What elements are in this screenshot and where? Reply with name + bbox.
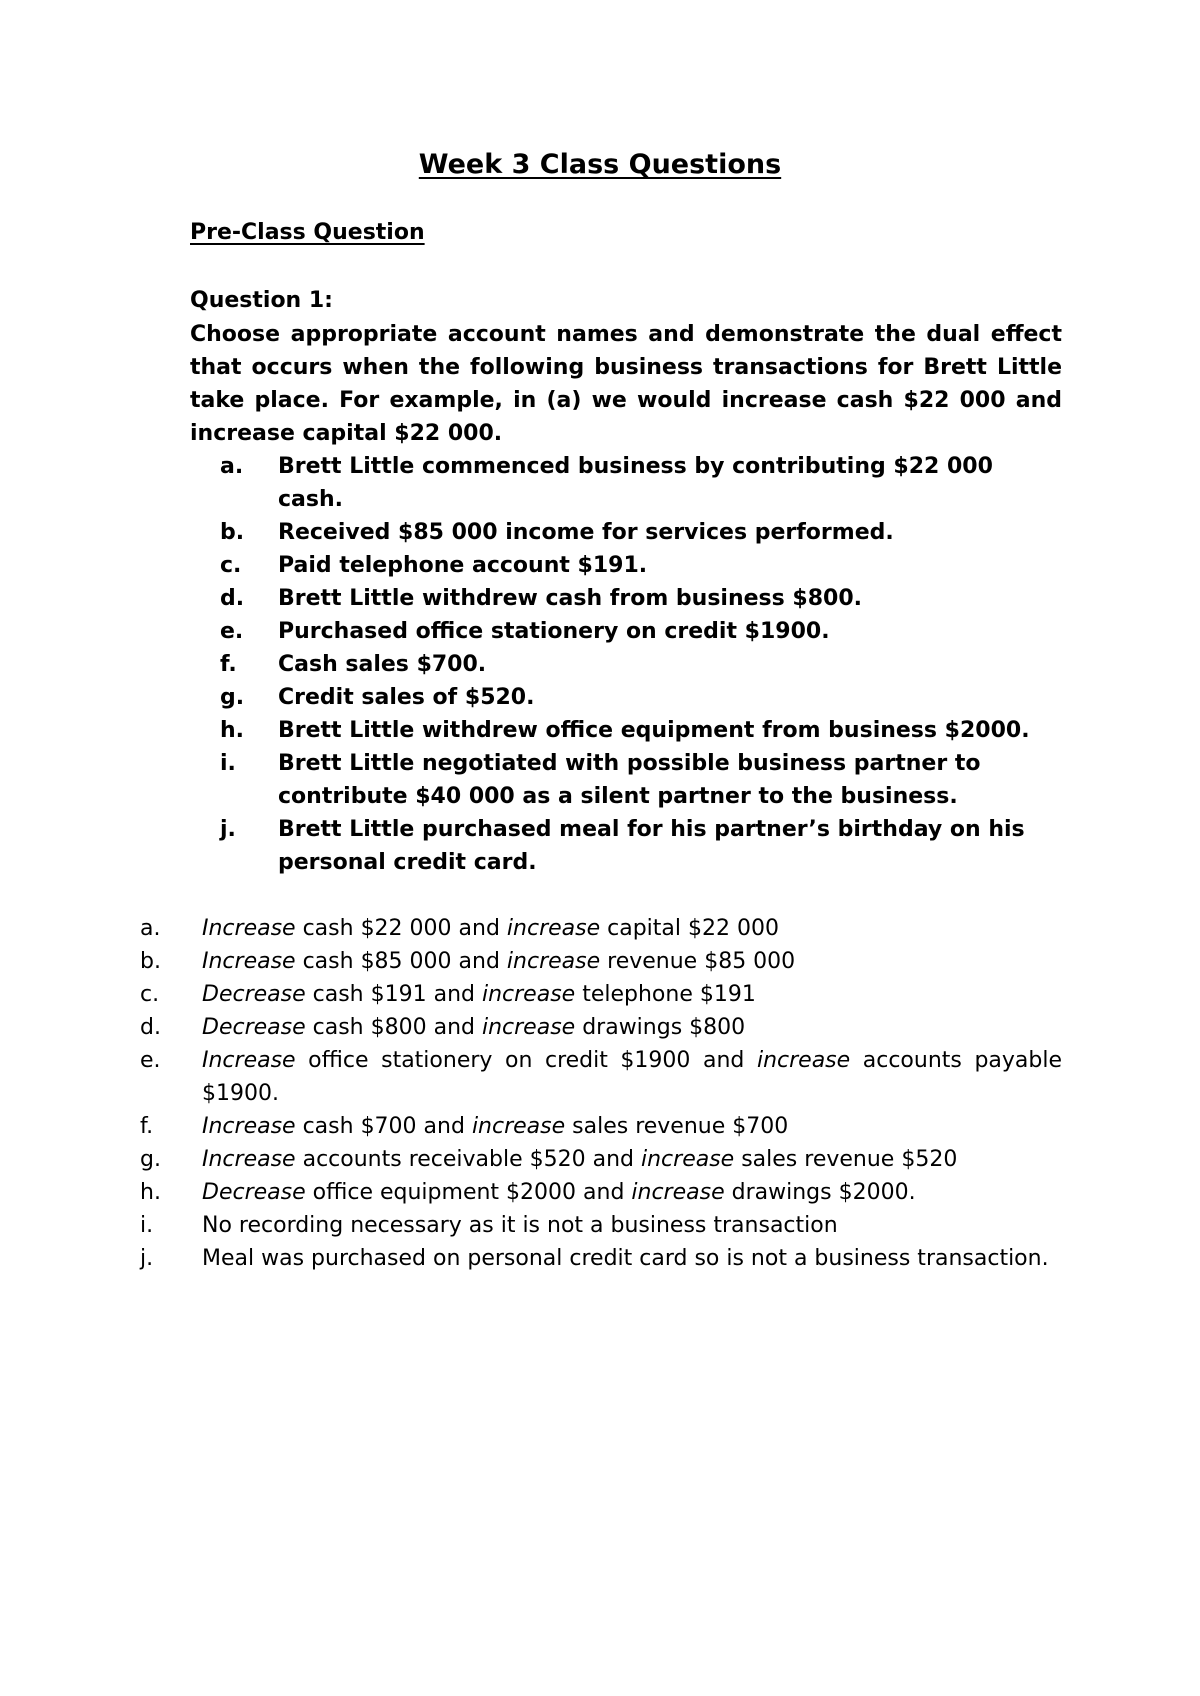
answer-verb: increase: [481, 1015, 576, 1040]
answer-verb: increase: [481, 982, 576, 1007]
list-text: Brett Little withdrew office equipment from business $2000.: [278, 718, 1030, 743]
answer-text: [202, 1044, 1062, 1110]
answer-verb: Decrease: [202, 982, 306, 1007]
answer-text: [202, 945, 1062, 978]
answer-verb: increase: [471, 1114, 566, 1139]
answer-clause: capital $22 000: [600, 916, 779, 941]
list-text: Paid telephone account $191.: [278, 553, 648, 578]
answer-letter: j.: [140, 1246, 154, 1271]
list-item: [190, 813, 1062, 879]
answer-clause: telephone $191: [575, 982, 756, 1007]
answer-verb: Increase: [202, 1114, 296, 1139]
list-letter: h.: [220, 718, 245, 743]
answer-verb: Decrease: [202, 1180, 306, 1205]
answer-text: [202, 1209, 1062, 1242]
answer-text: [202, 1143, 1062, 1176]
answer-clause: sales revenue $700: [565, 1114, 789, 1139]
answer-letter: c.: [140, 982, 160, 1007]
answer-letter: i.: [140, 1213, 154, 1238]
answer-clause: office stationery on credit $1900 and: [295, 1048, 757, 1073]
answer-clause: cash $85 000 and: [295, 949, 507, 974]
section-heading: Pre-Class Question: [190, 220, 425, 245]
transaction-list: [190, 450, 1062, 879]
list-item: [190, 648, 1062, 681]
list-text: Cash sales $700.: [278, 652, 487, 677]
list-letter: f.: [220, 652, 237, 677]
answer-item: [140, 1044, 1062, 1110]
list-item: [190, 516, 1062, 549]
list-item: [190, 549, 1062, 582]
answer-clause: revenue $85 000: [600, 949, 796, 974]
answer-text: [202, 1242, 1062, 1275]
list-text: Brett Little negotiated with possible business partner to contribute $40 000 as a silent partner to the business.: [278, 751, 981, 809]
list-text: Purchased office stationery on credit $1900.: [278, 619, 830, 644]
answer-verb: increase: [631, 1180, 725, 1205]
answer-text: [202, 912, 1062, 945]
answer-letter: g.: [140, 1147, 161, 1172]
list-item: [190, 681, 1062, 714]
answer-text: [202, 1011, 1062, 1044]
answer-text: [202, 978, 1062, 1011]
answer-verb: increase: [641, 1147, 735, 1172]
answer-text: [202, 1176, 1062, 1209]
list-text: Brett Little purchased meal for his partner’s birthday on his personal credit card.: [278, 817, 1025, 875]
answer-verb: Increase: [202, 1048, 296, 1073]
answer-letter: d.: [140, 1015, 161, 1040]
list-letter: a.: [220, 454, 244, 479]
answer-item: [140, 1242, 1062, 1275]
answer-clause: sales revenue $520: [734, 1147, 958, 1172]
list-letter: d.: [220, 586, 245, 611]
list-item: [190, 714, 1062, 747]
list-item: [190, 582, 1062, 615]
answer-verb: Decrease: [202, 1015, 306, 1040]
answer-item: [140, 1011, 1062, 1044]
answer-verb: increase: [506, 949, 601, 974]
answer-item: [140, 1110, 1062, 1143]
answer-clause: drawings $800: [575, 1015, 746, 1040]
list-letter: j.: [220, 817, 236, 842]
list-letter: c.: [220, 553, 242, 578]
list-text: Brett Little withdrew cash from business $800.: [278, 586, 862, 611]
list-text: Received $85 000 income for services performed.: [278, 520, 894, 545]
answer-item: [140, 1176, 1062, 1209]
answer-item: [140, 978, 1062, 1011]
answer-clause: cash $700 and: [295, 1114, 472, 1139]
answer-item: [140, 1209, 1062, 1242]
answer-letter: h.: [140, 1180, 161, 1205]
list-text: Brett Little commenced business by contributing $22 000 cash.: [278, 454, 993, 512]
answer-letter: b.: [140, 949, 161, 974]
list-letter: i.: [220, 751, 236, 776]
list-item: [190, 747, 1062, 813]
answer-verb: increase: [756, 1048, 851, 1073]
list-letter: e.: [220, 619, 244, 644]
list-item: [190, 615, 1062, 648]
question-text: Choose appropriate account names and demonstrate the dual effect that occurs when the following business transactions for Brett Little take place. For example, in (a) we would increase cash $22 000 and increase capital $22 000.: [190, 322, 1062, 446]
answer-clause: accounts receivable $520 and: [295, 1147, 641, 1172]
answer-clause: drawings $2000.: [724, 1180, 916, 1205]
answer-item: [140, 945, 1062, 978]
list-letter: g.: [220, 685, 245, 710]
answer-verb: increase: [506, 916, 601, 941]
answer-letter: e.: [140, 1048, 161, 1073]
answer-clause: accounts payable $1900.: [202, 1048, 1063, 1106]
answer-clause: No recording necessary as it is not a business transaction: [202, 1213, 838, 1238]
answer-item: [140, 1143, 1062, 1176]
list-letter: b.: [220, 520, 245, 545]
answer-letter: a.: [140, 916, 161, 941]
page-title: Week 3 Class Questions: [418, 149, 782, 180]
question-label: Question 1:: [190, 288, 333, 313]
answer-list: [140, 912, 1062, 1275]
list-item: [190, 450, 1062, 516]
answer-clause: Meal was purchased on personal credit card so is not a business transaction.: [202, 1246, 1049, 1271]
answer-verb: Increase: [202, 1147, 296, 1172]
list-text: Credit sales of $520.: [278, 685, 535, 710]
answer-letter: f.: [140, 1114, 154, 1139]
answer-clause: cash $191 and: [305, 982, 482, 1007]
answer-verb: Increase: [202, 916, 296, 941]
answer-clause: office equipment $2000 and: [305, 1180, 632, 1205]
answer-text: [202, 1110, 1062, 1143]
answer-clause: cash $22 000 and: [295, 916, 507, 941]
answer-item: [140, 912, 1062, 945]
answer-verb: Increase: [202, 949, 296, 974]
answer-clause: cash $800 and: [305, 1015, 482, 1040]
